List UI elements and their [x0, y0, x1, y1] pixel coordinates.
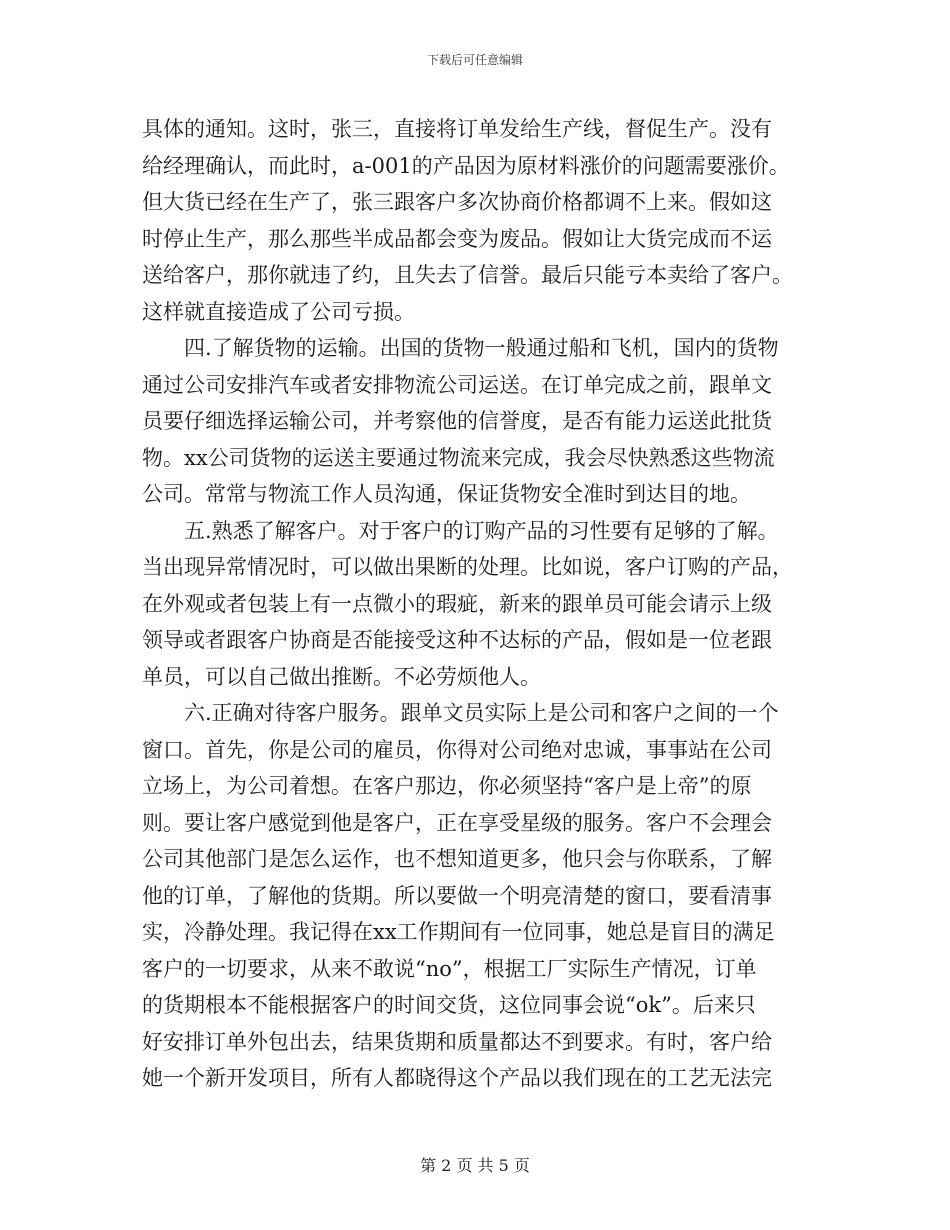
text-line: 在外观或者包装上有一点微小的瑕疵，新来的跟单员可能会请示上级 — [142, 591, 772, 616]
text-line: 她一个新开发项目，所有人都晓得这个产品以我们现在的工艺无法完 — [142, 1066, 772, 1090]
text-line: 实，冷静处理。我记得在xx工作期间有一位同事，她总是盲目的满足 — [142, 920, 775, 944]
text-line: 具体的通知。这时，张三，直接将订单发给生产线，督促生产。没有 — [142, 117, 772, 141]
text-line: 五.熟悉了解客户。对于客户的订购产品的习性要有足够的了解。 — [142, 518, 779, 543]
text-line: 这样就直接造成了公司亏损。 — [142, 299, 415, 324]
text-line: 六.正确对待客户服务。跟单文员实际上是公司和客户之间的一个 — [142, 701, 779, 725]
text-line: 送给客户，那你就违了约，且失去了信誉。最后只能亏本卖给了客户。 — [142, 263, 793, 287]
text-line: 的货期根本不能根据客户的时间交货，这位同事会说“ok”。后来只 — [142, 993, 756, 1017]
text-line: 员要仔细选择运输公司，并考察他的信誉度，是否有能力运送此批货 — [142, 409, 772, 433]
text-line: 客户的一切要求，从来不敢说“no”，根据工厂实际生产情况，订单 — [142, 956, 757, 981]
text-line: 通过公司安排汽车或者安排物流公司运送。在订单完成之前，跟单文 — [142, 372, 772, 397]
text-line: 窗口。首先，你是公司的雇员，你得对公司绝对忠诚，事事站在公司 — [142, 737, 772, 762]
text-line: 四.了解货物的运输。出国的货物一般通过船和飞机，国内的货物 — [142, 336, 779, 360]
text-line: 给经理确认，而此时，a-001的产品因为原材料涨价的问题需要涨价。 — [142, 153, 790, 178]
text-line: 当出现异常情况时，可以做出果断的处理。比如说，客户订购的产品， — [142, 555, 793, 579]
text-line: 立场上，为公司着想。在客户那边，你必须坚持“客户是上帝”的原 — [142, 774, 752, 798]
page-number-footer: 第 2 页 共 5 页 — [420, 1156, 530, 1175]
page-header: 下载后可任意编辑 — [426, 53, 523, 67]
text-line: 领导或者跟客户协商是否能接受这种不达标的产品，假如是一位老跟 — [142, 628, 772, 652]
text-line: 单员，可以自己做出推断。不必劳烦他人。 — [142, 664, 541, 689]
text-line: 但大货已经在生产了，张三跟客户多次协商价格都调不上来。假如这 — [142, 190, 772, 214]
text-line: 公司其他部门是怎么运作，也不想知道更多，他只会与你联系，了解 — [142, 847, 772, 871]
text-line: 物。xx公司货物的运送主要通过物流来完成，我会尽快熟悉这些物流 — [142, 445, 775, 470]
text-line: 他的订单，了解他的货期。所以要做一个明亮清楚的窗口，要看清事 — [142, 883, 772, 908]
text-line: 公司。常常与物流工作人员沟通，保证货物安全准时到达目的地。 — [142, 482, 751, 506]
text-line: 时停止生产，那么那些半成品都会变为废品。假如让大货完成而不运 — [142, 226, 772, 251]
text-line: 好安排订单外包出去，结果货期和质量都达不到要求。有时，客户给 — [142, 1029, 772, 1054]
text-line: 则。要让客户感觉到他是客户，正在享受星级的服务。客户不会理会 — [142, 810, 772, 835]
document-body — [142, 111, 808, 1097]
